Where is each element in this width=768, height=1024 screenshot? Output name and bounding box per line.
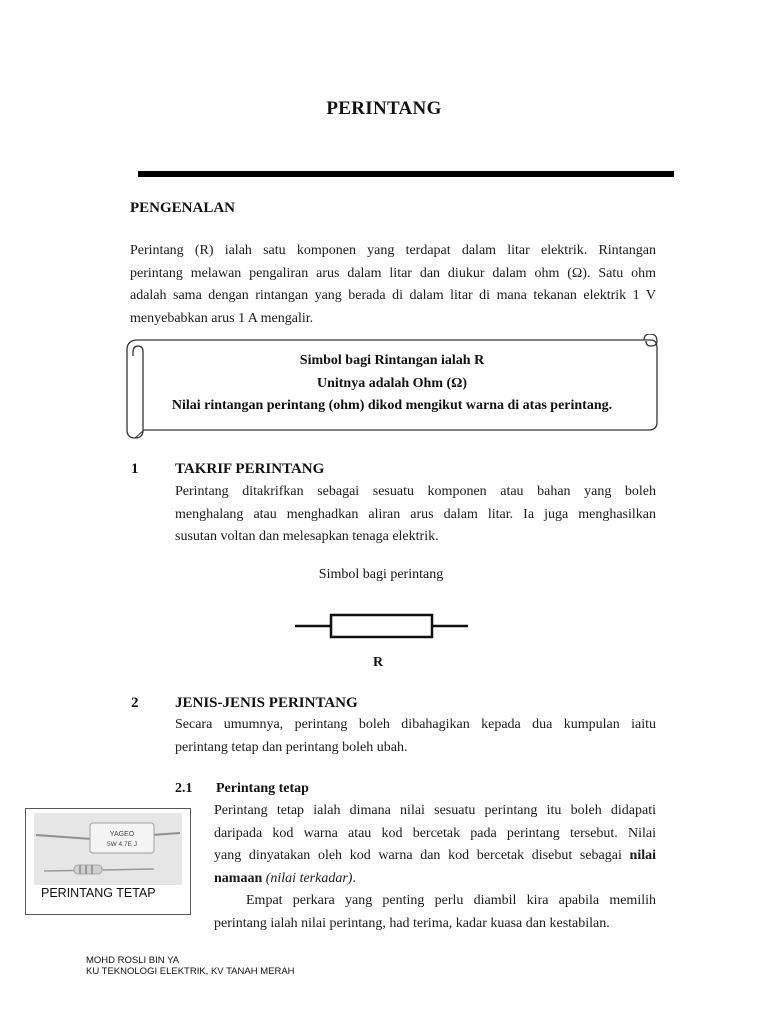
photo-label: PERINTANG TETAP <box>41 886 156 900</box>
section2-line: Secara umumnya, perintang boleh dibahagikan kepada dua kumpulan iaitu <box>175 717 656 732</box>
resistor-photo-image <box>34 813 182 885</box>
section1-heading: TAKRIF PERINTANG <box>175 461 325 477</box>
section21-line <box>214 845 656 868</box>
intro-paragraph <box>130 240 656 330</box>
intro-line: Perintang (R) ialah satu komponen yang terdapat dalam litar elektrik. Rintangan <box>130 243 656 258</box>
page-title: PERINTANG <box>326 98 442 119</box>
term-namaan: namaan <box>214 870 263 886</box>
scroll-line: Simbol bagi Rintangan ialah R <box>299 353 485 368</box>
section2-number: 2 <box>131 695 139 711</box>
symbol-caption: Simbol bagi perintang <box>318 567 444 582</box>
fixed-resistor-photo <box>25 808 191 915</box>
section1-line: Perintang ditakrifkan sebagai sesuatu komponen atau bahan yang boleh <box>175 484 656 499</box>
section21-paragraph <box>214 800 656 935</box>
scroll-line: Unitnya adalah Ohm (Ω) <box>316 375 468 391</box>
section2-paragraph <box>175 714 656 759</box>
title-rule <box>138 171 674 177</box>
section21-line: Perintang tetap ialah dimana nilai sesuatu perintang itu boleh didapati <box>214 803 656 818</box>
section2-heading: JENIS-JENIS PERINTANG <box>175 695 358 711</box>
photo-print-line2: 5W 4.7E J <box>107 841 137 848</box>
symbol-label: R <box>373 655 384 670</box>
intro-line: adalah sama dengan rintangan yang berada di dalam litar di mana tekanan elektrik 1 V <box>130 288 656 303</box>
section1-line: susutan voltan dan melesapkan tenaga elektrik. <box>175 529 439 544</box>
section21-number: 2.1 <box>175 781 193 796</box>
photo-print-line1: YAGEO <box>109 831 135 838</box>
scroll-text <box>150 350 634 418</box>
section21-line4-end: . <box>352 870 356 886</box>
section2-line: perintang tetap dan perintang boleh ubah. <box>175 739 408 755</box>
section21-line: daripada kod warna atau kod bercetak pada perintang tersebut. Nilai <box>214 825 656 841</box>
intro-heading: PENGENALAN <box>130 200 236 216</box>
intro-line: menyebabkan arus 1 A mengalir. <box>130 310 314 326</box>
footer-department: KU TEKNOLOGI ELEKTRIK, KV TANAH MERAH <box>86 966 295 977</box>
resistor-symbol-icon <box>295 610 469 642</box>
section21-heading: Perintang tetap <box>216 781 309 796</box>
section1-number: 1 <box>131 461 139 477</box>
scroll-line: Nilai rintangan perintang (ohm) dikod mengikut warna di atas perintang. <box>171 398 613 413</box>
term-nilai: nilai <box>629 848 656 863</box>
footer-author: MOHD ROSLI BIN YA <box>86 955 180 966</box>
term-nilai-terkadar: (nilai terkadar) <box>262 870 353 886</box>
section21-line <box>214 868 656 891</box>
section1-line: menghalang atau menghadkan aliran arus dalam litar. Ia juga menghasilkan <box>175 506 656 522</box>
intro-line: perintang melawan pengaliran arus dalam litar dan diukur dalam ohm (Ω). Satu ohm <box>130 265 656 281</box>
section1-paragraph <box>175 481 656 549</box>
section21-line: Empat perkara yang penting perlu diambil kira apabila memilih <box>246 893 656 908</box>
section21-line3-text: yang dinyatakan oleh kod warna dan kod bercetak disebut sebagai <box>214 848 630 863</box>
footer <box>86 955 295 977</box>
section21-line: perintang ialah nilai perintang, had terima, kadar kuasa dan kestabilan. <box>214 915 610 931</box>
